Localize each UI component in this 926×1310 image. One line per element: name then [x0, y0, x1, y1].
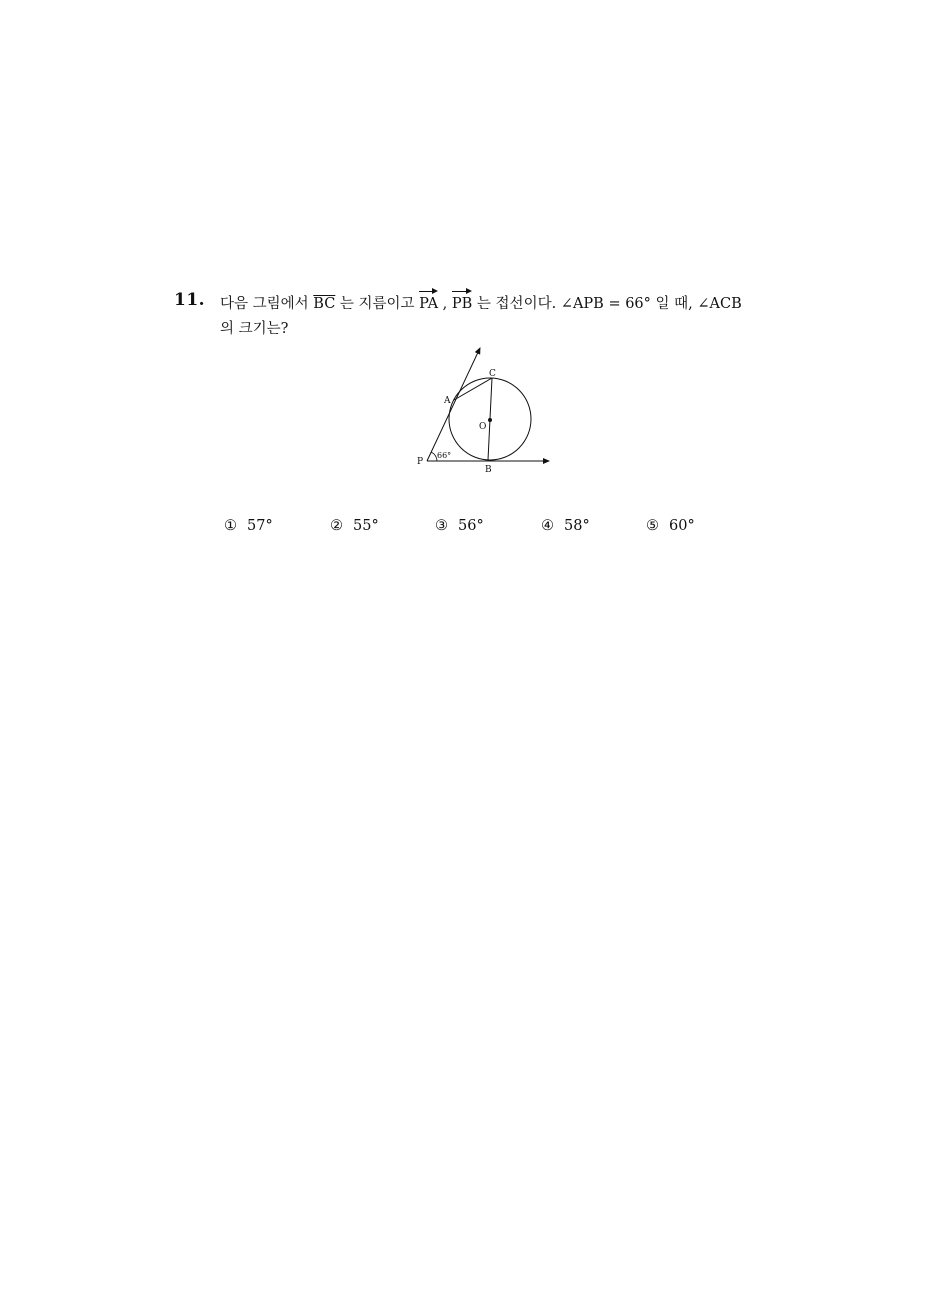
- question-text-comma: ,: [438, 296, 452, 312]
- question-text-line2: 의 크기는?: [220, 321, 289, 337]
- answer-choices: [224, 518, 784, 542]
- choice-1[interactable]: [224, 518, 273, 534]
- label-p: P: [417, 457, 424, 467]
- choice-4-mark: ④: [541, 518, 554, 534]
- label-o: O: [479, 422, 487, 432]
- segment-bc: $\overline{BC}$: [313, 296, 336, 312]
- choice-4-value: 58°: [564, 518, 590, 534]
- question-text-part1: 다음 그림에서: [220, 296, 314, 312]
- choice-4[interactable]: [541, 518, 590, 534]
- vector-pb: PB: [452, 292, 472, 317]
- question-text-part2: 는 지름이고: [335, 296, 420, 312]
- center-point-o: [488, 418, 492, 422]
- choice-3[interactable]: [435, 518, 484, 534]
- choice-2-value: 55°: [353, 518, 379, 534]
- choice-5[interactable]: [646, 518, 695, 534]
- geometry-figure: [410, 342, 560, 482]
- choice-1-mark: ①: [224, 518, 237, 534]
- label-b: B: [485, 465, 492, 475]
- choice-3-value: 56°: [458, 518, 484, 534]
- label-c: C: [489, 369, 496, 379]
- choice-5-value: 60°: [669, 518, 695, 534]
- choice-3-mark: ③: [435, 518, 448, 534]
- choice-1-value: 57°: [247, 518, 273, 534]
- choice-2-mark: ②: [330, 518, 343, 534]
- angle-label: 66°: [437, 451, 452, 460]
- tangent-pa-ray: [427, 348, 480, 461]
- question-number: 11.: [174, 290, 206, 310]
- choice-5-mark: ⑤: [646, 518, 659, 534]
- question-text: [220, 292, 780, 342]
- choice-2[interactable]: [330, 518, 379, 534]
- label-a: A: [444, 396, 451, 406]
- vector-pa: PA: [419, 292, 438, 317]
- question-text-part3: 는 접선이다. ∠APB = 66° 일 때, ∠ACB: [472, 296, 742, 312]
